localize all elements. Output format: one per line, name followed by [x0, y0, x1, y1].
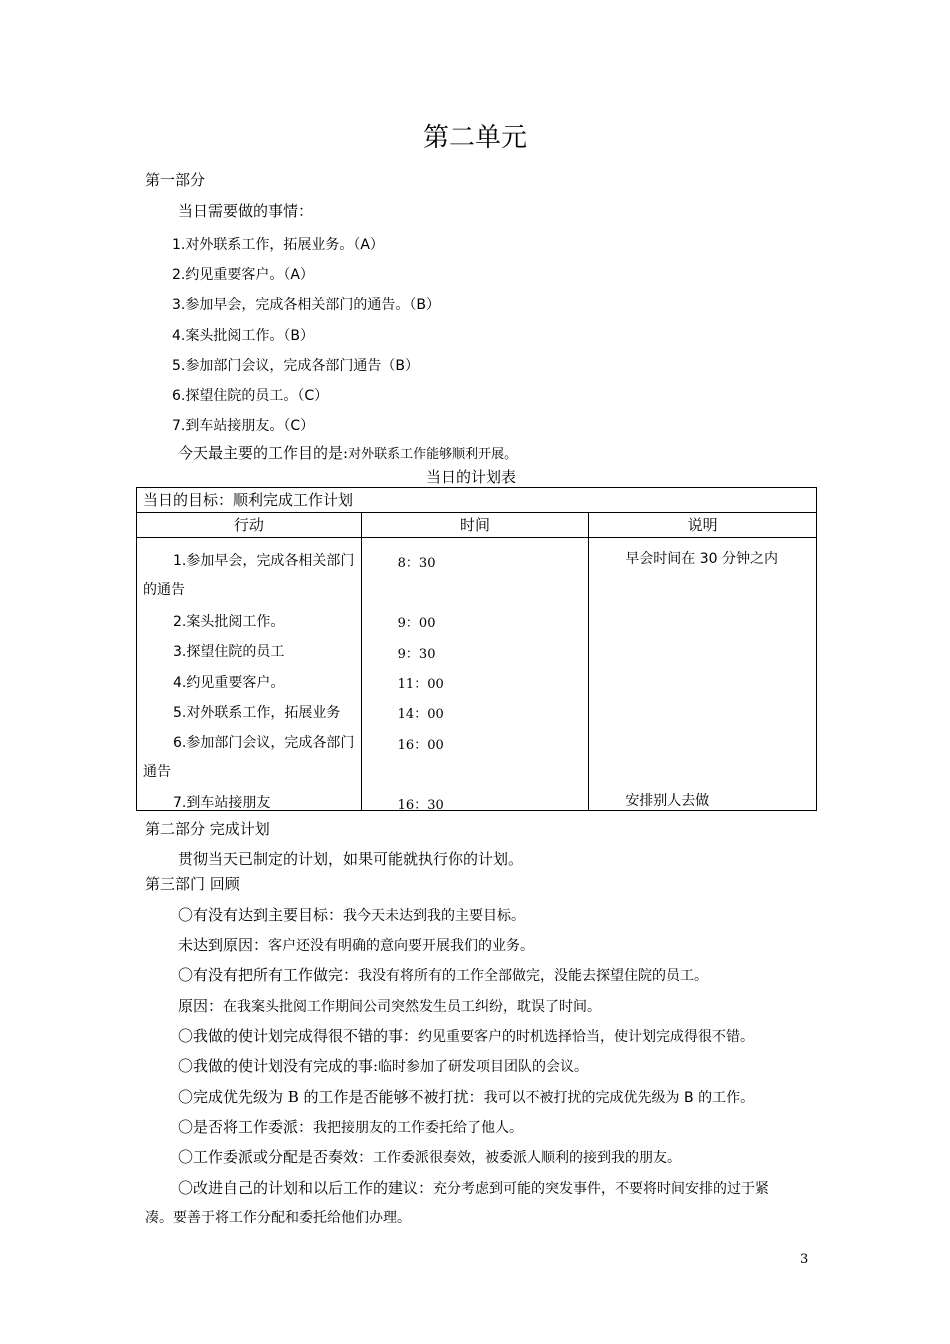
time-value: 14：00 — [397, 707, 444, 722]
goal-row: 当日的目标：顺利完成工作计划 — [137, 488, 817, 513]
action-line: 4.约见重要客户。 — [173, 675, 285, 691]
time-value: 8：30 — [397, 556, 436, 571]
main-goal — [178, 442, 517, 463]
time-value: 9：30 — [397, 647, 436, 662]
notes-cell — [589, 538, 817, 811]
review-row — [178, 1116, 523, 1137]
column-header-action: 行动 — [137, 513, 362, 538]
review-answer: 我没有将所有的工作全部做完，没能去探望住院的员工。 — [358, 968, 709, 984]
review-answer: 充分考虑到可能的突发事件，不要将时间安排的过于紧 — [433, 1181, 770, 1197]
main-goal-label: 今天最主要的工作目的是: — [178, 444, 349, 462]
time-value: 16：00 — [397, 738, 444, 753]
review-answer: 我可以不被打扰的完成优先级为 B 的工作。 — [483, 1090, 755, 1106]
review-answer: 客户还没有明确的意向要开展我们的业务。 — [268, 938, 535, 954]
action-line: 5.对外联系工作，拓展业务 — [173, 705, 341, 721]
time-value: 16：30 — [397, 798, 444, 813]
review-answer: 工作委派很奏效，被委派人顺利的接到我的朋友。 — [373, 1150, 682, 1166]
todo-item: 4.案头批阅工作。（B） — [172, 328, 314, 344]
review-row — [178, 1146, 681, 1167]
action-line: 通告 — [143, 764, 171, 780]
review-answer: 我今天未达到我的主要目标。 — [343, 908, 526, 924]
page-title: 第二单元 — [422, 123, 527, 153]
action-line: 的通告 — [143, 582, 185, 598]
review-row — [178, 1086, 754, 1107]
review-question: 〇完成优先级为 B 的工作是否能够不被打扰： — [178, 1088, 484, 1106]
review-question: 〇改进自己的计划和以后工作的建议： — [178, 1179, 434, 1197]
column-header-note: 说明 — [589, 513, 817, 538]
action-line: 7.到车站接朋友 — [173, 795, 271, 811]
table-caption: 当日的计划表 — [426, 468, 517, 486]
todo-item: 5.参加部门会议，完成各部门通告（B） — [172, 358, 419, 374]
main-goal-value: 对外联系工作能够顺利开展。 — [348, 447, 518, 462]
todo-item: 6.探望住院的员工。（C） — [172, 388, 329, 404]
review-row — [178, 1025, 754, 1046]
review-question: 〇我做的使计划完成得很不错的事： — [178, 1027, 419, 1045]
review-continuation: 凑。要善于将工作分配和委托给他们办理。 — [145, 1210, 411, 1226]
todo-item: 2.约见重要客户。（A） — [172, 267, 314, 283]
page-number: 3 — [800, 1252, 809, 1267]
review-row — [178, 904, 525, 925]
plan-table — [136, 487, 817, 811]
review-question: 未达到原因： — [178, 936, 269, 954]
part3-heading: 第三部门 回顾 — [145, 875, 240, 893]
part2-text: 贯彻当天已制定的计划，如果可能就执行你的计划。 — [178, 850, 524, 868]
review-row — [178, 1177, 769, 1198]
note-text: 早会时间在 30 分钟之内 — [625, 551, 779, 567]
todo-item: 1.对外联系工作，拓展业务。（A） — [172, 237, 384, 253]
times-cell — [361, 538, 589, 811]
review-answer: 约见重要客户的时机选择恰当，使计划完成得很不错。 — [418, 1029, 755, 1045]
review-question: 〇工作委派或分配是否奏效： — [178, 1148, 374, 1166]
todo-item: 3.参加早会，完成各相关部门的通告。（B） — [172, 297, 440, 313]
part1-heading: 第一部分 — [145, 171, 206, 189]
time-value: 9：00 — [397, 616, 436, 631]
review-question: 〇我做的使计划没有完成的事: — [178, 1057, 379, 1075]
time-value: 11：00 — [397, 677, 444, 692]
review-question: 〇有没有达到主要目标： — [178, 906, 344, 924]
action-line: 6.参加部门会议，完成各部门 — [173, 735, 355, 751]
note-text: 安排别人去做 — [625, 793, 710, 809]
review-row — [178, 964, 708, 985]
review-answer: 临时参加了研发项目团队的会议。 — [378, 1059, 589, 1075]
part1-intro: 当日需要做的事情： — [178, 202, 314, 220]
review-question: 〇是否将工作委派： — [178, 1118, 314, 1136]
part2-heading: 第二部分 完成计划 — [145, 820, 270, 838]
review-row — [178, 1055, 588, 1076]
todo-item: 7.到车站接朋友。（C） — [172, 418, 315, 434]
actions-cell — [137, 538, 362, 811]
review-answer: 我把接朋友的工作委托给了他人。 — [313, 1120, 524, 1136]
review-question: 原因： — [178, 997, 224, 1015]
action-line: 1.参加早会，完成各相关部门 — [173, 553, 355, 569]
review-question: 〇有没有把所有工作做完： — [178, 966, 359, 984]
action-line: 3.探望住院的员工 — [173, 644, 285, 660]
action-line: 2.案头批阅工作。 — [173, 614, 285, 630]
column-header-time: 时间 — [361, 513, 589, 538]
review-answer: 在我案头批阅工作期间公司突然发生员工纠纷，耽误了时间。 — [223, 999, 602, 1015]
review-row — [178, 934, 534, 955]
review-row — [178, 995, 601, 1016]
